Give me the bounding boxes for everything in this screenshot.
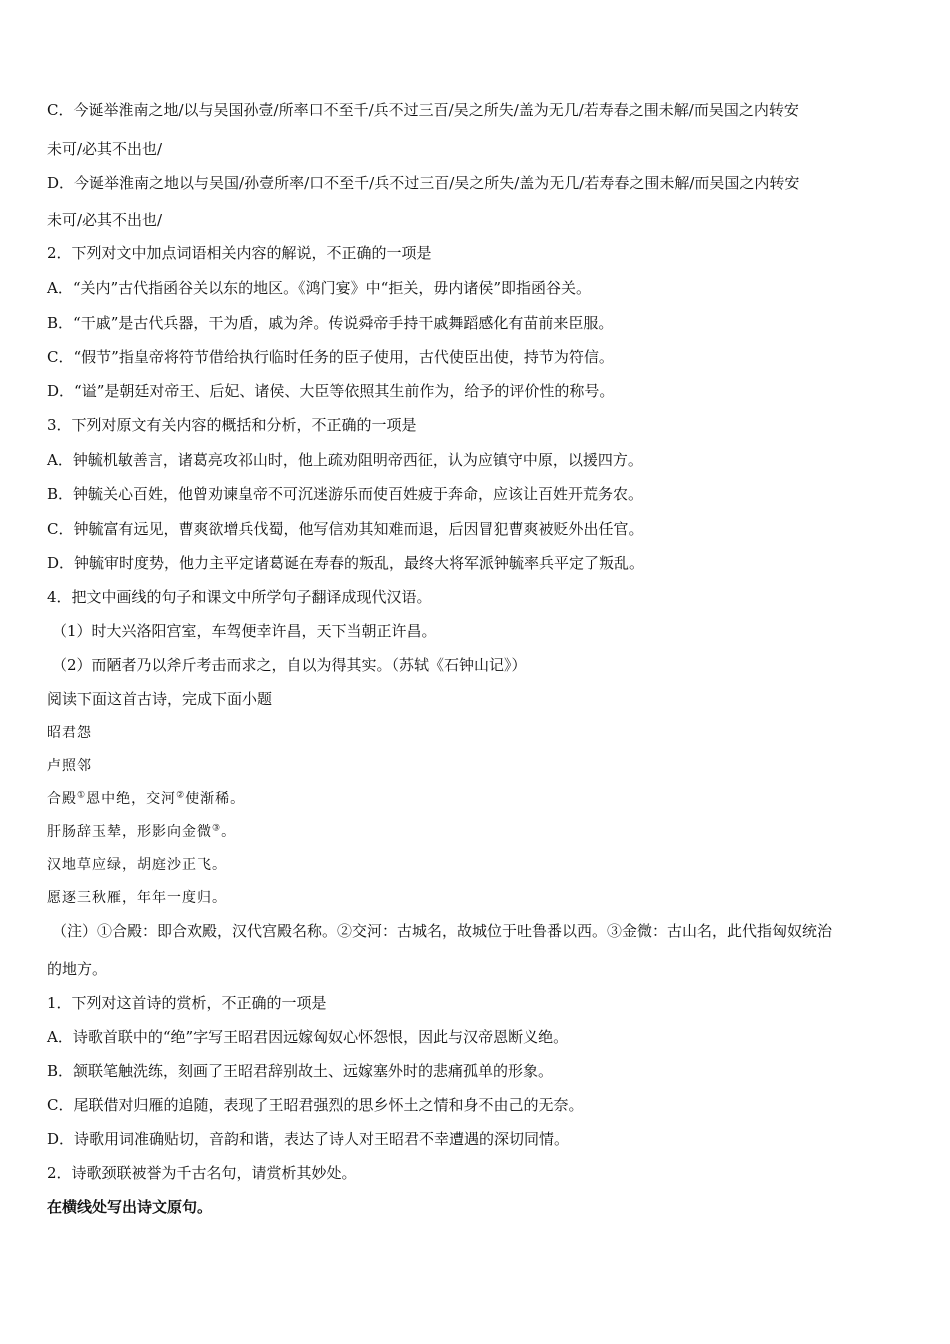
question-2-option-d: D．“谥”是朝廷对帝王、后妃、诸侯、大臣等依照其生前作为，给予的评价性的称号。 — [47, 382, 615, 400]
question-2-option-b: B．“干戚”是古代兵器，干为盾，戚为斧。传说舜帝手持干戚舞蹈感化有苗前来臣服。 — [47, 314, 614, 332]
footnote-marker-1: ① — [77, 790, 87, 801]
poem-author: 卢照邻 — [47, 758, 92, 774]
question-3-option-a: A．钟毓机敏善言，诸葛亮攻祁山时，他上疏劝阻明帝西征，认为应镇守中原，以援四方。 — [47, 451, 643, 469]
question-3-stem: 3．下列对原文有关内容的概括和分析，不正确的一项是 — [47, 416, 417, 434]
question-4-sub-2: （2）而陋者乃以斧斤考击而求之，自以为得其实。（苏轼《石钟山记》） — [52, 656, 527, 674]
poem-line-4: 愿逐三秋雁，年年一度归。 — [47, 890, 227, 906]
poem-line-1-part-c: 使渐稀。 — [185, 791, 246, 807]
question-3-option-d: D．钟毓审时度势，他力主平定诸葛诞在寿春的叛乱，最终大将军派钟毓率兵平定了叛乱。 — [47, 554, 645, 572]
poem-question-1-option-c: C．尾联借对归雁的追随，表现了王昭君强烈的思乡怀土之情和身不由己的无奈。 — [47, 1096, 584, 1114]
poem-question-1-option-d: D．诗歌用词准确贴切，音韵和谐，表达了诗人对王昭君不幸遭遇的深切同情。 — [47, 1130, 570, 1148]
question-3-option-c: C．钟毓富有远见，曹爽欲增兵伐蜀，他写信劝其知难而退，后因冒犯曹爽被贬外出任官。 — [47, 520, 644, 538]
section-heading: 在横线处写出诗文原句。 — [47, 1198, 213, 1216]
poem-line-3: 汉地草应绿，胡庭沙正飞。 — [47, 857, 227, 873]
poem-question-1-option-b: B．颔联笔触洗练，刻画了王昭君辞别故土、远嫁塞外时的悲痛孤单的形象。 — [47, 1062, 554, 1080]
question-2-stem: 2．下列对文中加点词语相关内容的解说，不正确的一项是 — [47, 244, 432, 262]
poem-notes-line-2: 的地方。 — [47, 960, 108, 978]
question-2-option-a: A．“关内”古代指函谷关以东的地区。《鸿门宴》中“拒关，毋内诸侯”即指函谷关。 — [47, 279, 592, 297]
option-c-line-2: 未可/必其不出也/ — [47, 140, 163, 158]
reading-instruction: 阅读下面这首古诗，完成下面小题 — [47, 690, 273, 708]
poem-title: 昭君怨 — [47, 725, 92, 741]
poem-line-1-part-a: 合殿 — [47, 791, 77, 807]
poem-line-2-part-b: 。 — [221, 824, 237, 840]
poem-line-1-part-b: 恩中绝，交河 — [86, 791, 177, 807]
question-4-sub-1: （1）时大兴洛阳宫室，车驾便幸许昌，天下当朝正许昌。 — [52, 622, 437, 640]
poem-notes-line-1: （注）①合殿：即合欢殿，汉代宫殿名称。②交河：古城名，故城位于吐鲁番以西。③金微：古山名，此代指匈奴统治 — [52, 922, 833, 940]
question-2-option-c: C．“假节”指皇帝将符节借给执行临时任务的臣子使用，古代使臣出使，持节为符信。 — [47, 348, 614, 366]
poem-line-1 — [47, 789, 907, 809]
poem-line-2 — [47, 822, 907, 842]
poem-line-2-part-a: 肝肠辞玉辇，形影向金微 — [47, 824, 212, 840]
question-3-option-b: B．钟毓关心百姓，他曾劝谏皇帝不可沉迷游乐而使百姓疲于奔命，应该让百姓开荒务农。 — [47, 485, 644, 503]
footnote-marker-2: ② — [176, 790, 186, 801]
poem-question-1-option-a: A．诗歌首联中的“绝”字写王昭君因远嫁匈奴心怀怨恨，因此与汉帝恩断义绝。 — [47, 1028, 569, 1046]
option-d-line-1: D．今诞举淮南之地以与吴国/孙壹所率/口不至千/兵不过三百/吴之所失/盖为无几/若寿春之围未解/而吴国之内转安 — [47, 174, 800, 192]
poem-question-1-stem: 1．下列对这首诗的赏析，不正确的一项是 — [47, 994, 327, 1012]
option-d-line-2: 未可/必其不出也/ — [47, 211, 163, 229]
question-4-stem: 4．把文中画线的句子和课文中所学句子翻译成现代汉语。 — [47, 588, 432, 606]
option-c-line-1: C．今诞举淮南之地/以与吴国孙壹/所率口不至千/兵不过三百/吴之所失/盖为无几/若寿春之围未解/而吴国之内转安 — [47, 101, 799, 119]
footnote-marker-3: ③ — [212, 823, 222, 834]
poem-question-2-stem: 2．诗歌颈联被誉为千古名句，请赏析其妙处。 — [47, 1164, 357, 1182]
